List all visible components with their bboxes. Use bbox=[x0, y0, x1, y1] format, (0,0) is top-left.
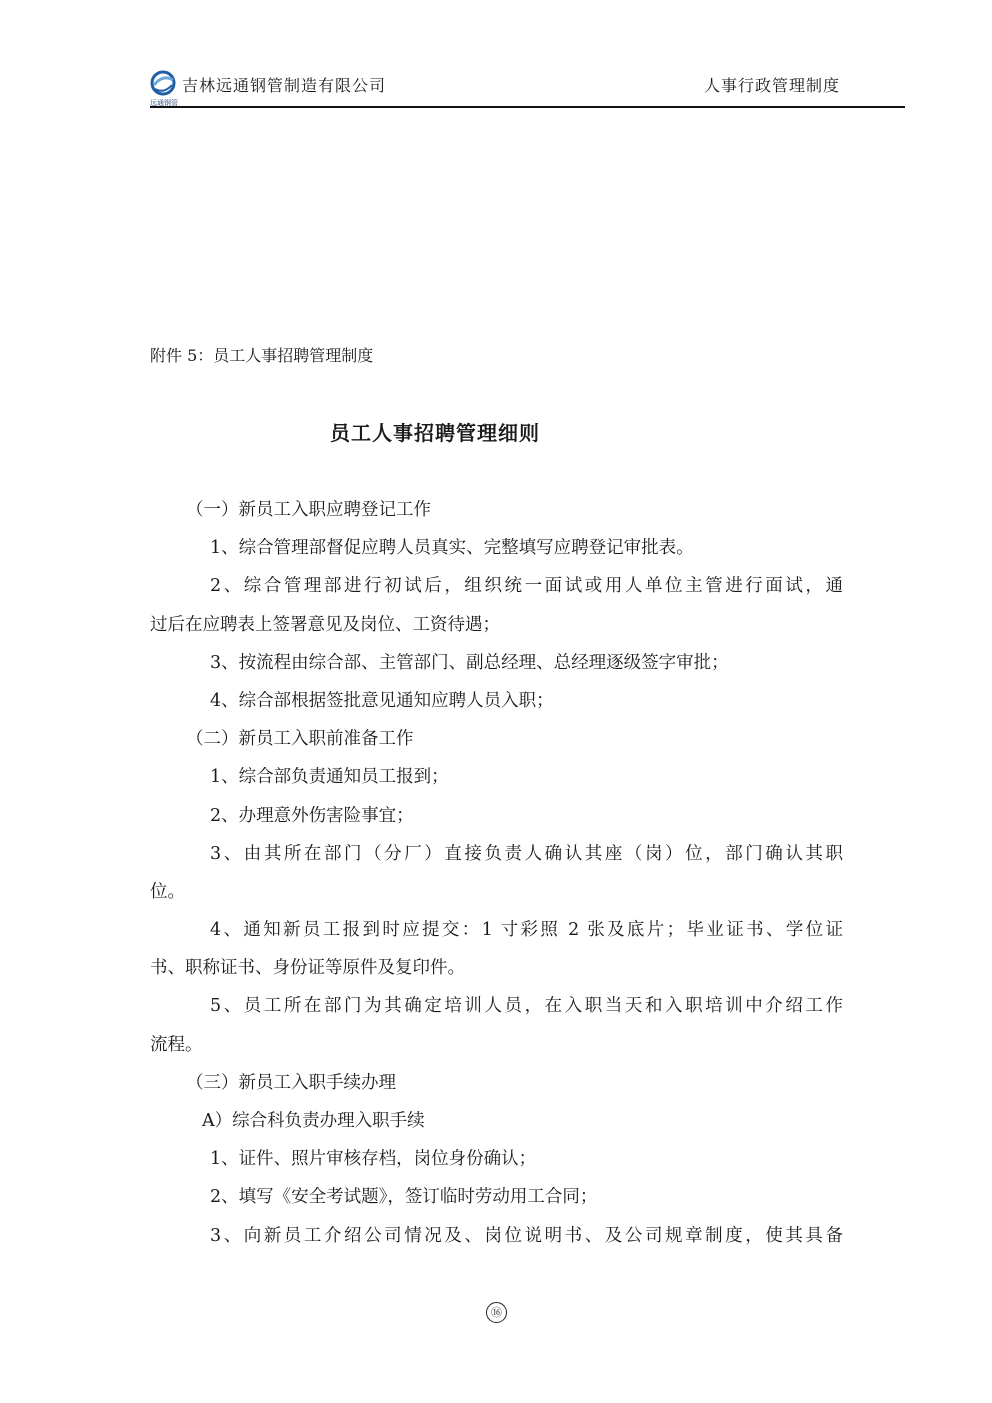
paragraph-line: 2、办理意外伤害险事宜； bbox=[210, 805, 414, 826]
section-heading: （一）新员工入职应聘登记工作 bbox=[186, 500, 431, 520]
header-divider bbox=[150, 106, 905, 108]
body-text bbox=[150, 491, 843, 1255]
paragraph-line: 1、综合管理部督促应聘人员真实、完整填写应聘登记审批表。 bbox=[210, 538, 694, 559]
section-heading: （三）新员工入职手续办理 bbox=[186, 1072, 396, 1093]
paragraph-line: 4、综合部根据签批意见通知应聘人员入职； bbox=[210, 690, 554, 711]
paragraph-line: 书、职称证书、身份证等原件及复印件。 bbox=[150, 958, 465, 979]
paragraph-line: 3、向新员工介绍公司情况及、岗位说明书、及公司规章制度，使其具备 bbox=[210, 1225, 843, 1246]
paragraph-line: 2、综合管理部进行初试后，组织统一面试或用人单位主管进行面试，通 bbox=[210, 576, 843, 597]
paragraph-line: 5、员工所在部门为其确定培训人员，在入职当天和入职培训中介绍工作 bbox=[210, 996, 843, 1017]
paragraph-line: 3、按流程由综合部、主管部门、副总经理、总经理逐级签字审批； bbox=[210, 652, 729, 673]
paragraph-line: 1、证件、照片审核存档，岗位身份确认； bbox=[210, 1149, 537, 1170]
svg-text:远通钢管: 远通钢管 bbox=[150, 99, 178, 107]
paragraph-line: 位。 bbox=[150, 881, 185, 902]
attachment-label: 附件 5：员工人事招聘管理制度 bbox=[150, 346, 374, 365]
section-heading: （二）新员工入职前准备工作 bbox=[186, 729, 414, 750]
page-number: ⑯ bbox=[486, 1302, 507, 1323]
document-title: 人事行政管理制度 bbox=[703, 76, 840, 95]
paragraph-line: 1、综合部负责通知员工报到； bbox=[210, 767, 449, 788]
paragraph-line: 2、填写《安全考试题》，签订临时劳动用工合同； bbox=[210, 1187, 598, 1208]
page-header bbox=[150, 66, 900, 110]
subsection-heading: A）综合科负责办理入职手续 bbox=[202, 1111, 425, 1131]
page-title: 员工人事招聘管理细则 bbox=[330, 421, 540, 445]
paragraph-line: 流程。 bbox=[150, 1034, 203, 1055]
company-logo bbox=[150, 70, 184, 108]
paragraph-line: 过后在应聘表上签署意见及岗位、工资待遇； bbox=[150, 614, 500, 635]
company-name: 吉林远通钢管制造有限公司 bbox=[182, 76, 387, 95]
paragraph-line: 4、通知新员工报到时应提交：1 寸彩照 2 张及底片；毕业证书、学位证 bbox=[210, 920, 843, 941]
paragraph-line: 3、由其所在部门（分厂）直接负责人确认其座（岗）位，部门确认其职 bbox=[210, 843, 843, 864]
